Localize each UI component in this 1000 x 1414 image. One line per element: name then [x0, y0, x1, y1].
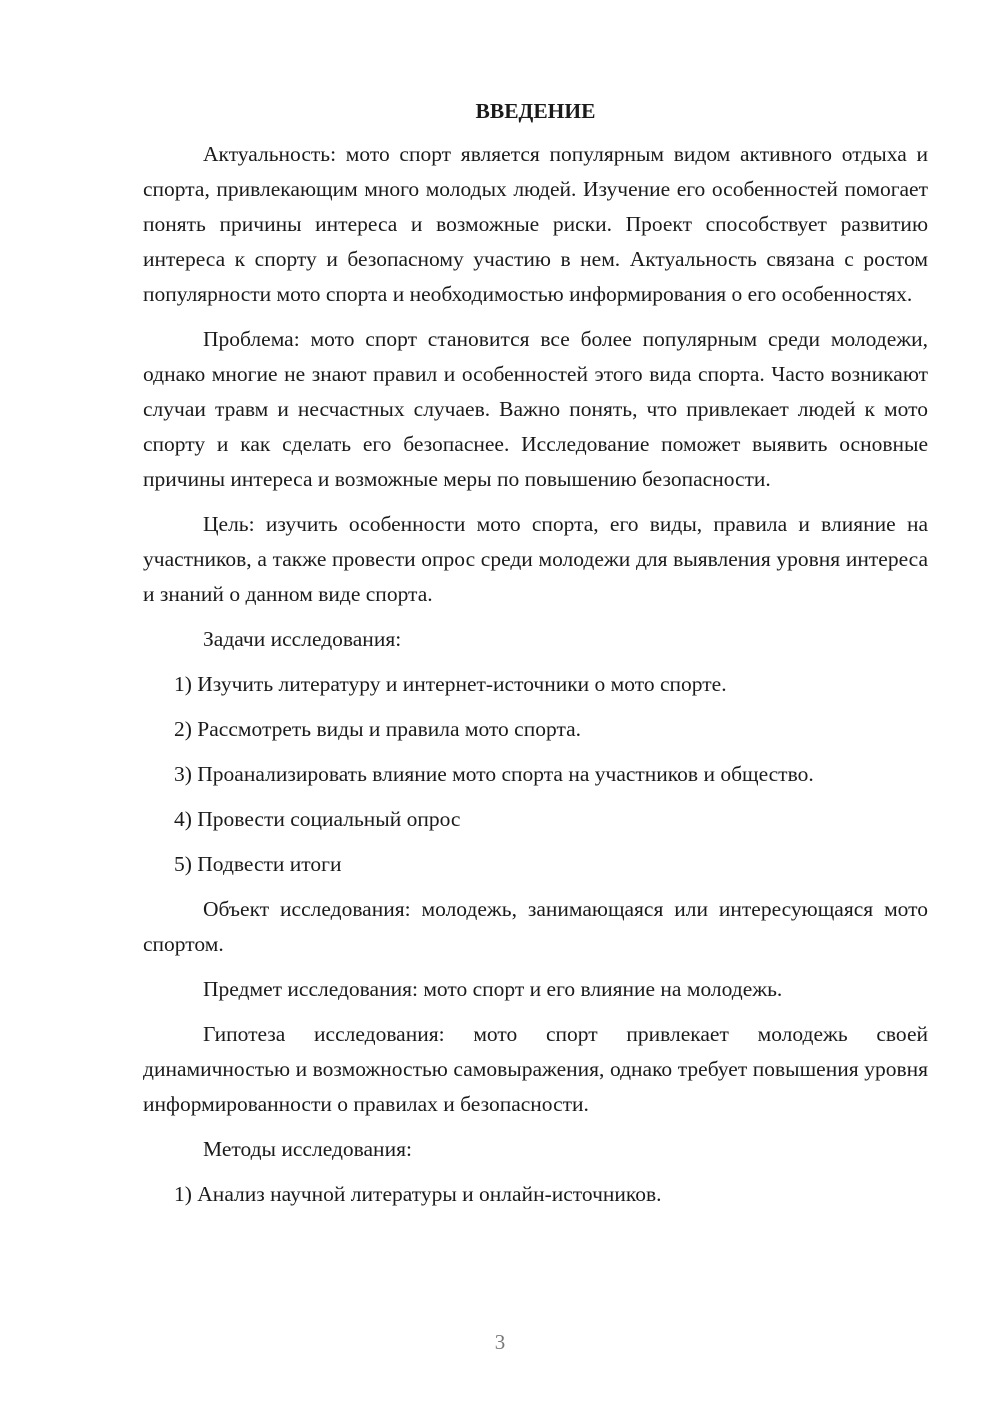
method-item: 1) Анализ научной литературы и онлайн-источников.	[174, 1182, 662, 1206]
subject-paragraph: Предмет исследования: мото спорт и его влияние на молодежь.	[203, 977, 783, 1001]
problem-paragraph: Проблема: мото спорт становится все более популярным среди молодежи, однако многие не знают правил и особенностей этого вида спорта. Часто возникают случаи травм и несчастных случаев. Важно понять, что привлекает людей к мото спорту и как сделать его безопаснее. Исследование поможет выявить основные причины интереса и возможные меры по повышению безопасности.	[143, 327, 928, 491]
task-item: 5) Подвести итоги	[174, 852, 342, 876]
tasks-list	[143, 667, 928, 882]
task-item: 2) Рассмотреть виды и правила мото спорта.	[174, 717, 582, 741]
page-title: ВВЕДЕНИЕ	[475, 99, 596, 123]
methods-list	[143, 1177, 928, 1212]
document-page	[143, 96, 928, 1222]
task-item: 4) Провести социальный опрос	[174, 807, 461, 831]
object-paragraph: Объект исследования: молодежь, занимающаяся или интересующаяся мото спортом.	[143, 897, 928, 956]
hypothesis-paragraph: Гипотеза исследования: мото спорт привлекает молодежь своей динамичностью и возможностью самовыражения, однако требует повышения уровня информированности о правилах и безопасности.	[143, 1022, 928, 1116]
page-number: 3	[494, 1330, 506, 1354]
relevance-paragraph: Актуальность: мото спорт является популярным видом активного отдыха и спорта, привлекающим много молодых людей. Изучение его особенностей помогает понять причины интереса и возможные риски. Проект способствует развитию интереса к спорту и безопасному участию в нем. Актуальность связана с ростом популярности мото спорта и необходимостью информирования о его особенностях.	[143, 142, 928, 306]
task-item: 1) Изучить литературу и интернет-источники о мото спорте.	[174, 672, 727, 696]
tasks-heading: Задачи исследования:	[203, 627, 402, 651]
task-item: 3) Проанализировать влияние мото спорта на участников и общество.	[174, 762, 814, 786]
goal-paragraph: Цель: изучить особенности мото спорта, его виды, правила и влияние на участников, а также провести опрос среди молодежи для выявления уровня интереса и знаний о данном виде спорта.	[143, 512, 928, 606]
methods-heading: Методы исследования:	[203, 1137, 412, 1161]
